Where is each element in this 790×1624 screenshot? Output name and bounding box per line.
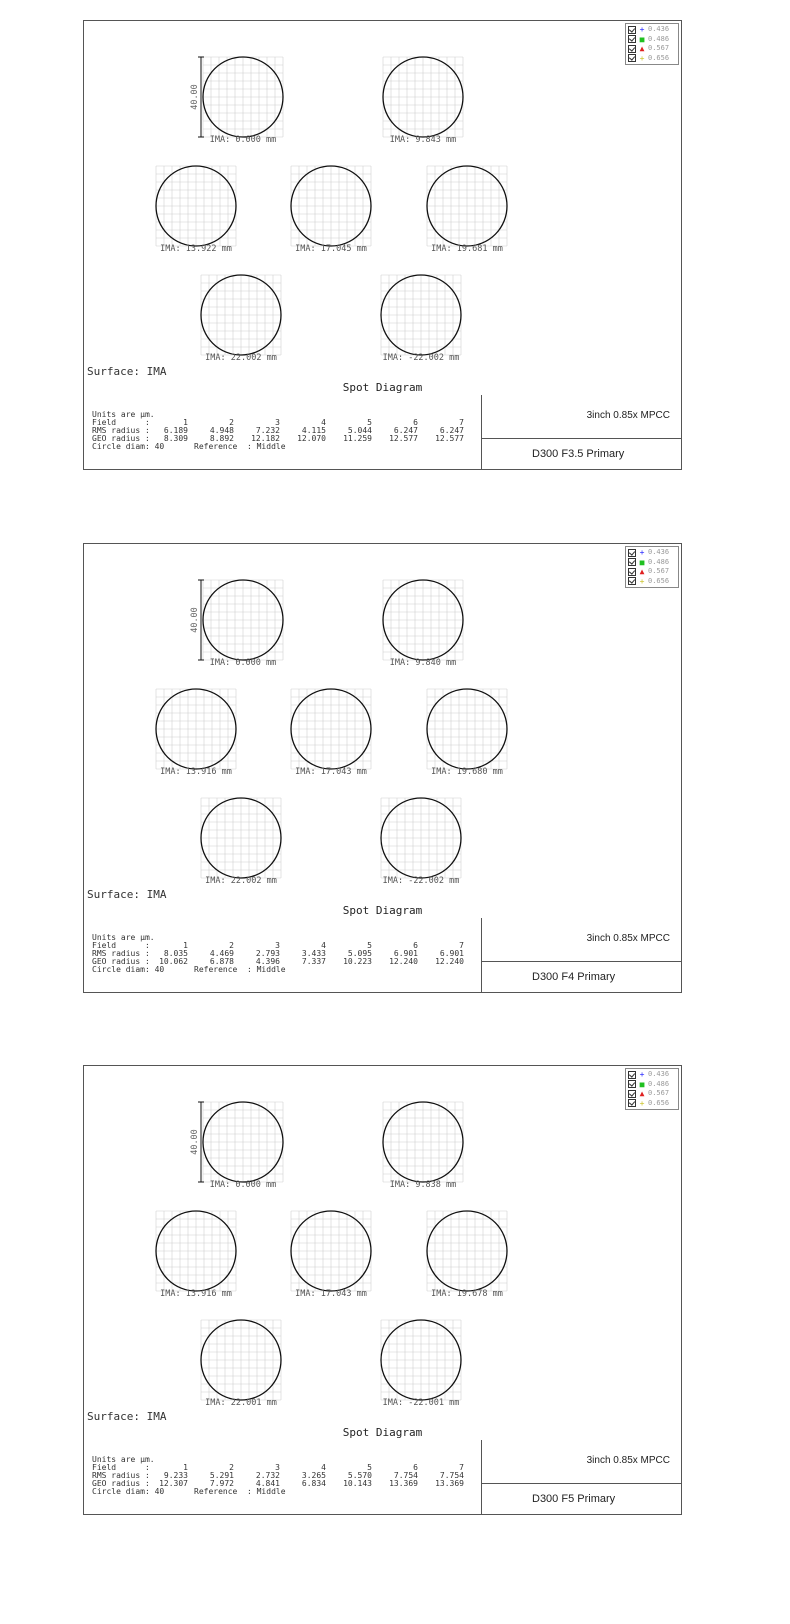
legend-wavelength: 0.486 [648, 1079, 670, 1088]
circle-diam-label: Circle diam: 40 [92, 1487, 165, 1496]
legend-marker-icon: + [639, 1098, 645, 1108]
geo-row-value: 12.182 [251, 434, 280, 443]
field-position-label: IMA: 19.680 mm [431, 767, 503, 777]
surface-label: Surface: IMA [87, 365, 167, 378]
spot-plot-2 [383, 57, 463, 145]
diagram-title: Spot Diagram [83, 380, 682, 396]
spot-plot-1 [203, 580, 283, 668]
field-position-label: IMA: 17.045 mm [295, 244, 367, 254]
rms-row-label: RMS radius : [92, 426, 150, 435]
legend-marker-icon: + [639, 53, 645, 63]
field-position-label: IMA: 9.840 mm [389, 658, 457, 668]
field-position-label: IMA: 0.000 mm [209, 658, 277, 668]
spot-diagram-panel [83, 1065, 682, 1515]
field-row-value: 3 [275, 418, 280, 427]
legend-wavelength: 0.486 [648, 557, 670, 566]
legend-wavelength: 0.486 [648, 34, 670, 43]
config-cell [482, 439, 682, 469]
spot-plot-5 [427, 166, 507, 254]
field-row-value: 1 [183, 1463, 188, 1472]
geo-row-value: 11.259 [343, 434, 372, 443]
field-row-value: 2 [229, 1463, 234, 1472]
field-position-label: IMA: 13.916 mm [160, 767, 232, 777]
field-position-label: IMA: -22.002 mm [382, 876, 460, 886]
scale-bar-label: 40.00 [190, 1129, 200, 1155]
field-row-value: 1 [183, 418, 188, 427]
geo-row-value: 12.240 [389, 957, 418, 966]
config-column [481, 918, 682, 992]
rms-row-value: 2.793 [255, 949, 280, 958]
spot-plot-5 [427, 1211, 507, 1299]
legend-wavelength: 0.656 [648, 53, 670, 62]
field-row-value: 1 [183, 941, 188, 950]
legend-marker-icon: ▲ [639, 44, 645, 53]
rms-row-value: 7.232 [255, 426, 280, 435]
field-row-value: 6 [413, 1463, 418, 1472]
field-position-label: IMA: 17.043 mm [295, 767, 367, 777]
spot-plot-3 [156, 689, 236, 777]
spot-plot-6 [201, 1320, 281, 1408]
spot-plot-7 [381, 798, 461, 886]
scale-bar [190, 1102, 204, 1182]
config-cell [482, 962, 682, 992]
geo-row-value: 13.369 [435, 1479, 464, 1488]
rms-row-value: 9.233 [163, 1471, 188, 1480]
field-position-label: IMA: 0.000 mm [209, 135, 277, 145]
field-position-label: IMA: 9.838 mm [389, 1180, 457, 1190]
rms-row-value: 5.291 [209, 1471, 234, 1480]
reference-label: Reference : Middle [194, 1487, 286, 1496]
field-row-value: 6 [413, 418, 418, 427]
geo-row-value: 10.143 [343, 1479, 372, 1488]
scale-bar [190, 57, 204, 137]
geo-row-value: 12.577 [389, 434, 418, 443]
field-row-value: 5 [367, 941, 372, 950]
product-name: 3inch 0.85x MPCC [586, 1455, 670, 1466]
rms-row-value: 7.754 [393, 1471, 418, 1480]
spot-plot-4 [291, 1211, 371, 1299]
configuration-name: D300 F5 Primary [532, 1493, 616, 1505]
field-row-value: 4 [321, 1463, 326, 1472]
legend-marker-icon: ▲ [639, 567, 645, 576]
field-position-label: IMA: 13.916 mm [160, 1289, 232, 1299]
rms-row-value: 5.095 [347, 949, 372, 958]
rms-row-value: 4.469 [209, 949, 234, 958]
field-row-label: Field : [92, 1463, 150, 1472]
geo-row-value: 12.070 [297, 434, 326, 443]
field-position-label: IMA: 17.043 mm [295, 1289, 367, 1299]
legend-wavelength: 0.567 [648, 1089, 670, 1097]
diagram-title: Spot Diagram [83, 1425, 682, 1441]
spot-plot-7 [381, 1320, 461, 1408]
field-position-label: IMA: 19.678 mm [431, 1289, 503, 1299]
spot-diagram-panel [83, 543, 682, 993]
spot-plots [83, 1065, 682, 1427]
rms-row-value: 5.570 [347, 1471, 372, 1480]
geo-row-label: GEO radius : [92, 434, 150, 443]
rms-row-value: 4.115 [301, 426, 326, 435]
reference-label: Reference : Middle [194, 442, 286, 451]
legend-marker-icon: ■ [639, 557, 645, 567]
product-name: 3inch 0.85x MPCC [586, 933, 670, 944]
info-table [83, 918, 682, 993]
geo-row-value: 4.841 [255, 1479, 280, 1488]
field-row-value: 7 [459, 418, 464, 427]
geo-row-value: 8.309 [163, 434, 188, 443]
geo-row-value: 12.307 [159, 1479, 188, 1488]
rms-row-label: RMS radius : [92, 1471, 150, 1480]
field-position-label: IMA: 13.922 mm [160, 244, 232, 254]
field-row-value: 5 [367, 418, 372, 427]
geo-row-value: 6.834 [301, 1479, 326, 1488]
field-row-value: 2 [229, 941, 234, 950]
field-row-value: 3 [275, 941, 280, 950]
spot-plot-1 [203, 1102, 283, 1190]
geo-row-value: 10.062 [159, 957, 188, 966]
units-label: Units are µm. [92, 410, 155, 419]
rms-row-label: RMS radius : [92, 949, 150, 958]
field-position-label: IMA: 22.002 mm [205, 876, 277, 886]
legend-marker-icon: + [639, 25, 645, 34]
spot-plot-5 [427, 689, 507, 777]
scale-bar-label: 40.00 [190, 607, 200, 633]
field-row-value: 4 [321, 941, 326, 950]
field-row-value: 7 [459, 1463, 464, 1472]
rms-row-value: 6.189 [163, 426, 188, 435]
surface-label: Surface: IMA [87, 888, 167, 901]
spot-plot-2 [383, 580, 463, 668]
rms-row-value: 8.035 [163, 949, 188, 958]
config-column [481, 1440, 682, 1514]
configuration-name: D300 F3.5 Primary [532, 448, 625, 460]
field-row-value: 2 [229, 418, 234, 427]
spot-plot-3 [156, 166, 236, 254]
rms-row-value: 2.732 [255, 1471, 280, 1480]
spot-plot-3 [156, 1211, 236, 1299]
geo-row-label: GEO radius : [92, 1479, 150, 1488]
rms-row-value: 6.247 [393, 426, 418, 435]
spot-plot-2 [383, 1102, 463, 1190]
spot-plot-4 [291, 689, 371, 777]
geo-row-value: 12.577 [435, 434, 464, 443]
field-row-value: 3 [275, 1463, 280, 1472]
field-row-value: 7 [459, 941, 464, 950]
circle-diam-label: Circle diam: 40 [92, 965, 165, 974]
geo-row-value: 13.369 [389, 1479, 418, 1488]
spot-plots [83, 20, 682, 382]
field-position-label: IMA: 22.002 mm [205, 353, 277, 363]
geo-row-label: GEO radius : [92, 957, 150, 966]
field-position-label: IMA: 22.001 mm [205, 1398, 277, 1408]
geo-row-value: 7.972 [209, 1479, 234, 1488]
rms-row-value: 3.433 [301, 949, 326, 958]
product-cell [482, 395, 682, 439]
geo-row-value: 8.892 [209, 434, 234, 443]
legend-wavelength: 0.436 [648, 548, 670, 556]
field-position-label: IMA: -22.002 mm [382, 353, 460, 363]
legend-marker-icon: ▲ [639, 1089, 645, 1098]
surface-label: Surface: IMA [87, 1410, 167, 1423]
reference-label: Reference : Middle [194, 965, 286, 974]
spot-plot-6 [201, 275, 281, 363]
field-position-label: IMA: -22.001 mm [382, 1398, 460, 1408]
spot-plot-1 [203, 57, 283, 145]
legend-wavelength: 0.656 [648, 1098, 670, 1107]
rms-row-value: 5.044 [347, 426, 372, 435]
geo-row-value: 6.878 [209, 957, 234, 966]
field-row-label: Field : [92, 941, 150, 950]
field-row-value: 4 [321, 418, 326, 427]
product-cell [482, 918, 682, 962]
rms-row-value: 6.901 [393, 949, 418, 958]
legend-wavelength: 0.567 [648, 567, 670, 575]
scale-bar-label: 40.00 [190, 84, 200, 110]
field-row-value: 6 [413, 941, 418, 950]
diagram-title: Spot Diagram [83, 903, 682, 919]
geo-row-value: 4.396 [255, 957, 280, 966]
legend-marker-icon: + [639, 548, 645, 557]
spot-plots [83, 543, 682, 905]
circle-diam-label: Circle diam: 40 [92, 442, 165, 451]
info-table [83, 395, 682, 470]
geo-row-value: 12.240 [435, 957, 464, 966]
geo-row-value: 10.223 [343, 957, 372, 966]
geo-row-value: 7.337 [301, 957, 326, 966]
rms-row-value: 6.901 [439, 949, 464, 958]
product-name: 3inch 0.85x MPCC [586, 410, 670, 421]
config-cell [482, 1484, 682, 1514]
spot-plot-7 [381, 275, 461, 363]
legend-marker-icon: ■ [639, 34, 645, 44]
scale-bar [190, 580, 204, 660]
spot-diagram-panel [83, 20, 682, 470]
legend-wavelength: 0.567 [648, 44, 670, 52]
field-position-label: IMA: 19.681 mm [431, 244, 503, 254]
units-label: Units are µm. [92, 1455, 155, 1464]
info-table [83, 1440, 682, 1515]
legend-marker-icon: + [639, 1070, 645, 1079]
legend-wavelength: 0.436 [648, 25, 670, 33]
units-label: Units are µm. [92, 933, 155, 942]
legend-marker-icon: + [639, 576, 645, 586]
legend-marker-icon: ■ [639, 1079, 645, 1089]
legend-wavelength: 0.436 [648, 1070, 670, 1078]
rms-row-value: 6.247 [439, 426, 464, 435]
field-row-value: 5 [367, 1463, 372, 1472]
rms-row-value: 7.754 [439, 1471, 464, 1480]
product-cell [482, 1440, 682, 1484]
field-row-label: Field : [92, 418, 150, 427]
field-position-label: IMA: 9.843 mm [389, 135, 457, 145]
field-position-label: IMA: 0.000 mm [209, 1180, 277, 1190]
configuration-name: D300 F4 Primary [532, 971, 616, 983]
legend-wavelength: 0.656 [648, 576, 670, 585]
rms-row-value: 4.948 [209, 426, 234, 435]
spot-plot-6 [201, 798, 281, 886]
spot-plot-4 [291, 166, 371, 254]
config-column [481, 395, 682, 469]
rms-row-value: 3.265 [301, 1471, 326, 1480]
